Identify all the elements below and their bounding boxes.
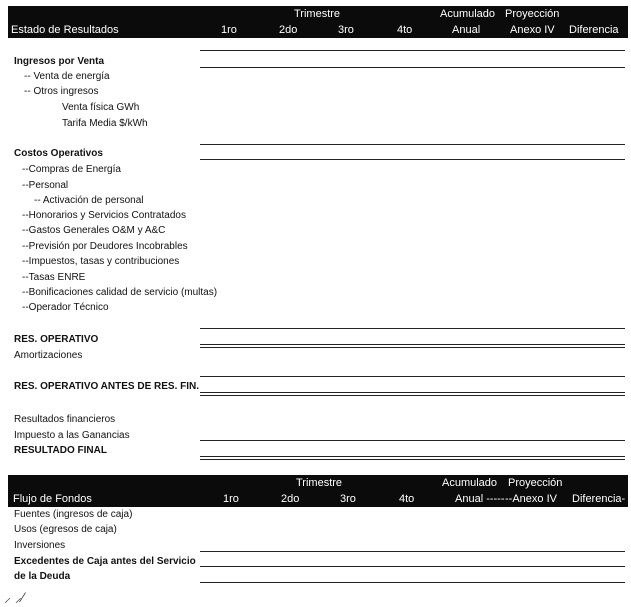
rule bbox=[200, 328, 625, 329]
flujo-title: Flujo de Fondos bbox=[13, 493, 92, 505]
row-amortizaciones: Amortizaciones bbox=[14, 350, 83, 361]
row-activacion: -- Activación de personal bbox=[34, 195, 144, 206]
rule bbox=[200, 551, 625, 552]
resultado-final: RESULTADO FINAL bbox=[14, 445, 107, 456]
row-venta-energia: -- Venta de energía bbox=[24, 71, 110, 82]
double-rule bbox=[200, 344, 625, 348]
row-excedentes-2: de la Deuda bbox=[14, 571, 71, 582]
row-bonificaciones: --Bonificaciones calidad de servicio (multas) bbox=[22, 287, 218, 298]
col-anexo: Anexo IV bbox=[510, 24, 555, 36]
row-personal: --Personal bbox=[22, 180, 69, 191]
ingresos-title: Ingresos por Venta bbox=[14, 56, 105, 67]
flujo-fondos-header bbox=[8, 475, 628, 507]
col-anual: Anual bbox=[452, 24, 481, 36]
group-acumulado: Acumulado bbox=[442, 477, 498, 489]
group-proyeccion: Proyección bbox=[508, 477, 563, 489]
col-4to: 4to bbox=[397, 24, 413, 36]
col-3ro: 3ro bbox=[338, 24, 354, 36]
row-compras-energia: --Compras de Energía bbox=[22, 164, 121, 175]
col-1ro: 1ro bbox=[223, 493, 239, 505]
rule bbox=[200, 159, 625, 160]
row-tarifa-media: Tarifa Media $/kWh bbox=[62, 118, 148, 129]
row-prevision: --Previsión por Deudores Incobrables bbox=[22, 241, 188, 252]
rule bbox=[200, 440, 625, 441]
row-otros-ingresos: -- Otros ingresos bbox=[24, 86, 99, 97]
col-anual: Anual ----- bbox=[455, 493, 505, 505]
double-rule bbox=[200, 456, 625, 460]
group-trimestre: Trimestre bbox=[296, 477, 343, 489]
col-4to: 4to bbox=[399, 493, 415, 505]
estado-resultados-header bbox=[8, 6, 628, 38]
rule bbox=[200, 376, 625, 377]
double-rule bbox=[200, 392, 625, 396]
row-resultados-financieros: Resultados financieros bbox=[14, 414, 116, 425]
group-acumulado: Acumulado bbox=[440, 8, 496, 20]
row-honorarios: --Honorarios y Servicios Contratados bbox=[22, 210, 186, 221]
rule bbox=[200, 67, 625, 68]
col-anexo: --Anexo IV bbox=[505, 493, 557, 505]
res-operativo-antes: RES. OPERATIVO ANTES DE RES. FIN. bbox=[14, 381, 200, 392]
rule bbox=[200, 50, 625, 51]
res-operativo: RES. OPERATIVO bbox=[14, 334, 99, 345]
col-3ro: 3ro bbox=[340, 493, 356, 505]
row-impuesto-ganancias: Impuesto a las Ganancias bbox=[14, 430, 130, 441]
rule bbox=[200, 144, 625, 145]
row-impuestos: --Impuestos, tasas y contribuciones bbox=[22, 256, 180, 267]
row-tasas-enre: --Tasas ENRE bbox=[22, 272, 86, 283]
row-inversiones: Inversiones bbox=[14, 540, 66, 551]
row-gastos-generales: --Gastos Generales O&M y A&C bbox=[22, 225, 166, 236]
col-2do: 2do bbox=[281, 493, 300, 505]
col-2do: 2do bbox=[279, 24, 298, 36]
row-fuentes: Fuentes (ingresos de caja) bbox=[14, 509, 133, 520]
group-trimestre: Trimestre bbox=[294, 8, 341, 20]
row-usos: Usos (egresos de caja) bbox=[14, 524, 117, 535]
col-diferencia: Diferencia bbox=[569, 24, 619, 36]
scan-mark: ⸝ ⸝⁄ bbox=[4, 589, 25, 605]
rule bbox=[200, 566, 625, 567]
row-operador: --Operador Técnico bbox=[22, 302, 109, 313]
group-proyeccion: Proyección bbox=[505, 8, 560, 20]
rule bbox=[200, 582, 625, 583]
row-venta-fisica: Venta física GWh bbox=[62, 102, 140, 113]
col-1ro: 1ro bbox=[221, 24, 237, 36]
row-excedentes: Excedentes de Caja antes del Servicio bbox=[14, 556, 196, 567]
col-diferencia: Diferencia- bbox=[572, 493, 626, 505]
costos-title: Costos Operativos bbox=[14, 148, 103, 159]
page-title: Estado de Resultados bbox=[11, 24, 119, 36]
